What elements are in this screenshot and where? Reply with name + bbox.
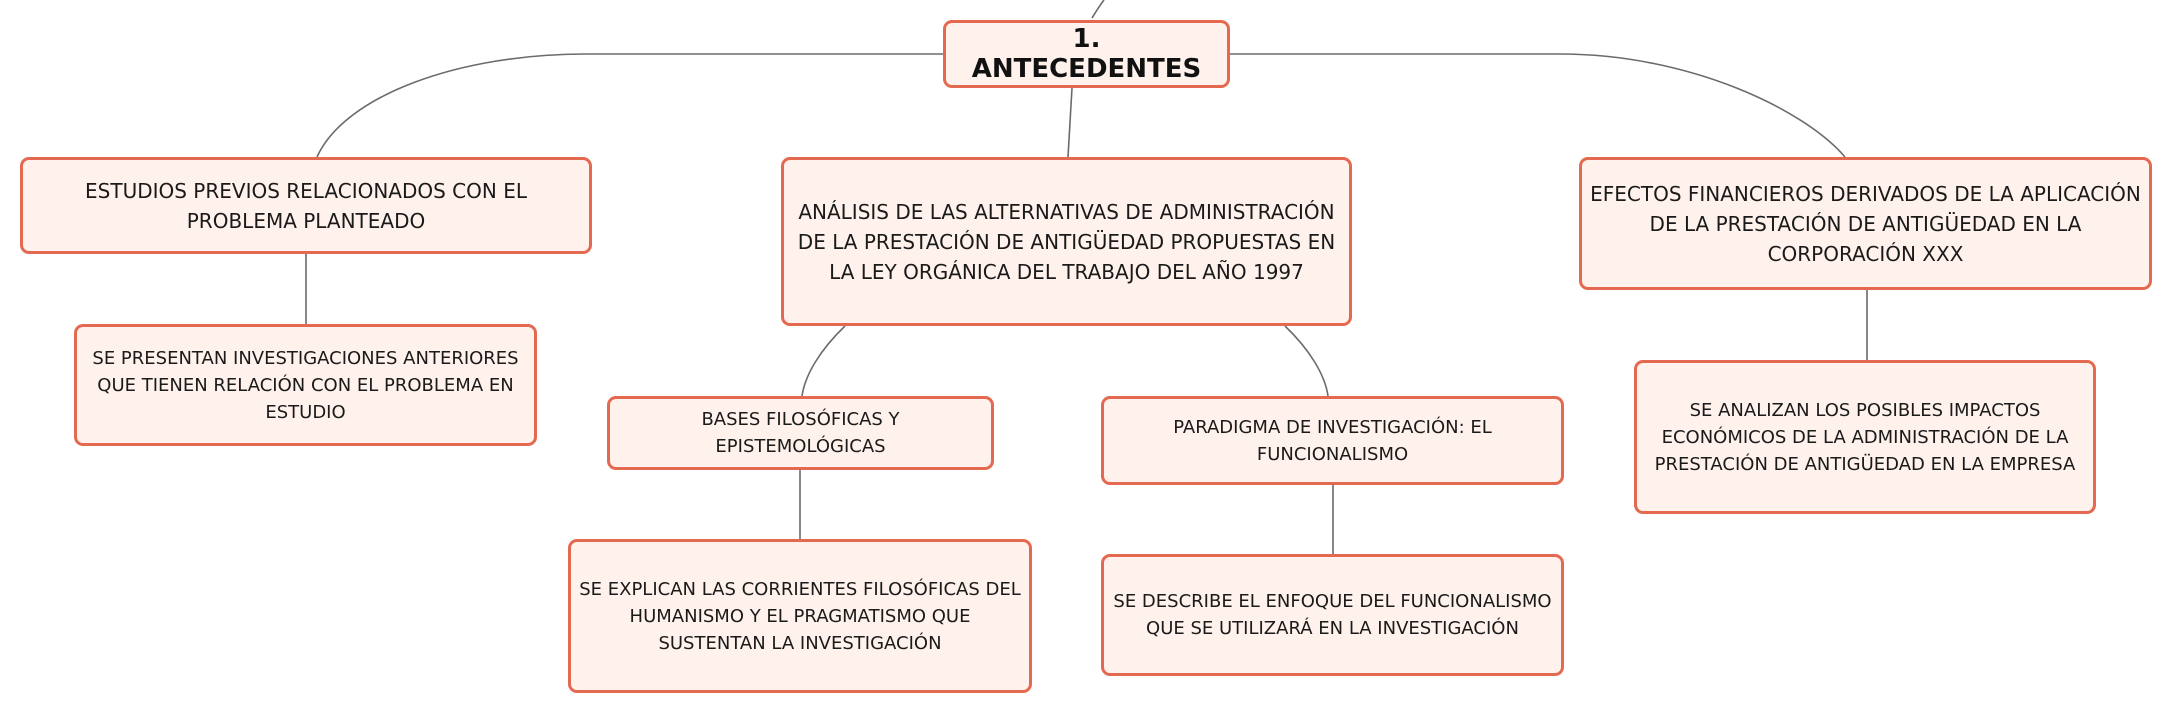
node-efectos-financieros-label: EFECTOS FINANCIEROS DERIVADOS DE LA APLICACIÓN DE LA PRESTACIÓN DE ANTIGÜEDAD EN LA CORPORACIÓN XXX: [1590, 181, 2141, 266]
node-analisis-alternativas-label: ANÁLISIS DE LAS ALTERNATIVAS DE ADMINISTRACIÓN DE LA PRESTACIÓN DE ANTIGÜEDAD PROPUESTAS EN LA LEY ORGÁNICA DEL TRABAJO DEL AÑO 1997: [797, 199, 1336, 284]
connector-root-to-analysis: [1068, 88, 1072, 157]
connector-analysis-to-paradigm: [1285, 326, 1328, 396]
node-enfoque-funcionalismo[interactable]: [1101, 554, 1564, 676]
root-node-antecedentes[interactable]: [943, 20, 1230, 88]
node-analisis-alternativas[interactable]: [781, 157, 1352, 326]
node-estudios-previos-label: ESTUDIOS PREVIOS RELACIONADOS CON EL PROBLEMA PLANTEADO: [85, 178, 527, 233]
node-investigaciones-anteriores-label: SE PRESENTAN INVESTIGACIONES ANTERIORES QUE TIENEN RELACIÓN CON EL PROBLEMA EN ESTUDIO: [92, 347, 519, 423]
node-corrientes-filosoficas-label: SE EXPLICAN LAS CORRIENTES FILOSÓFICAS DEL HUMANISMO Y EL PRAGMATISMO QUE SUSTENTAN LA INVESTIGACIÓN: [579, 578, 1021, 654]
node-bases-filosoficas[interactable]: [607, 396, 994, 470]
connector-root-to-effects: [1230, 54, 1845, 157]
root-node-label: 1. ANTECEDENTES: [971, 24, 1202, 84]
node-corrientes-filosoficas[interactable]: [568, 539, 1032, 693]
node-paradigma-investigacion-label: PARADIGMA DE INVESTIGACIÓN: EL FUNCIONALISMO: [1173, 416, 1492, 465]
node-impactos-economicos[interactable]: [1634, 360, 2096, 514]
node-estudios-previos[interactable]: [20, 157, 592, 254]
node-enfoque-funcionalismo-label: SE DESCRIBE EL ENFOQUE DEL FUNCIONALISMO QUE SE UTILIZARÁ EN LA INVESTIGACIÓN: [1113, 591, 1552, 639]
connector-root-to-parent: [1092, 0, 1104, 18]
node-impactos-economicos-label: SE ANALIZAN LOS POSIBLES IMPACTOS ECONÓMICOS DE LA ADMINISTRACIÓN DE LA PRESTACIÓN DE ANTIGÜEDAD EN LA EMPRESA: [1654, 399, 2076, 475]
node-investigaciones-anteriores[interactable]: [74, 324, 537, 446]
node-bases-filosoficas-label: BASES FILOSÓFICAS Y EPISTEMOLÓGICAS: [701, 409, 900, 457]
connector-analysis-to-bases: [802, 326, 845, 396]
connector-root-to-studies: [317, 54, 943, 157]
node-efectos-financieros[interactable]: [1579, 157, 2152, 290]
node-paradigma-investigacion[interactable]: [1101, 396, 1564, 485]
